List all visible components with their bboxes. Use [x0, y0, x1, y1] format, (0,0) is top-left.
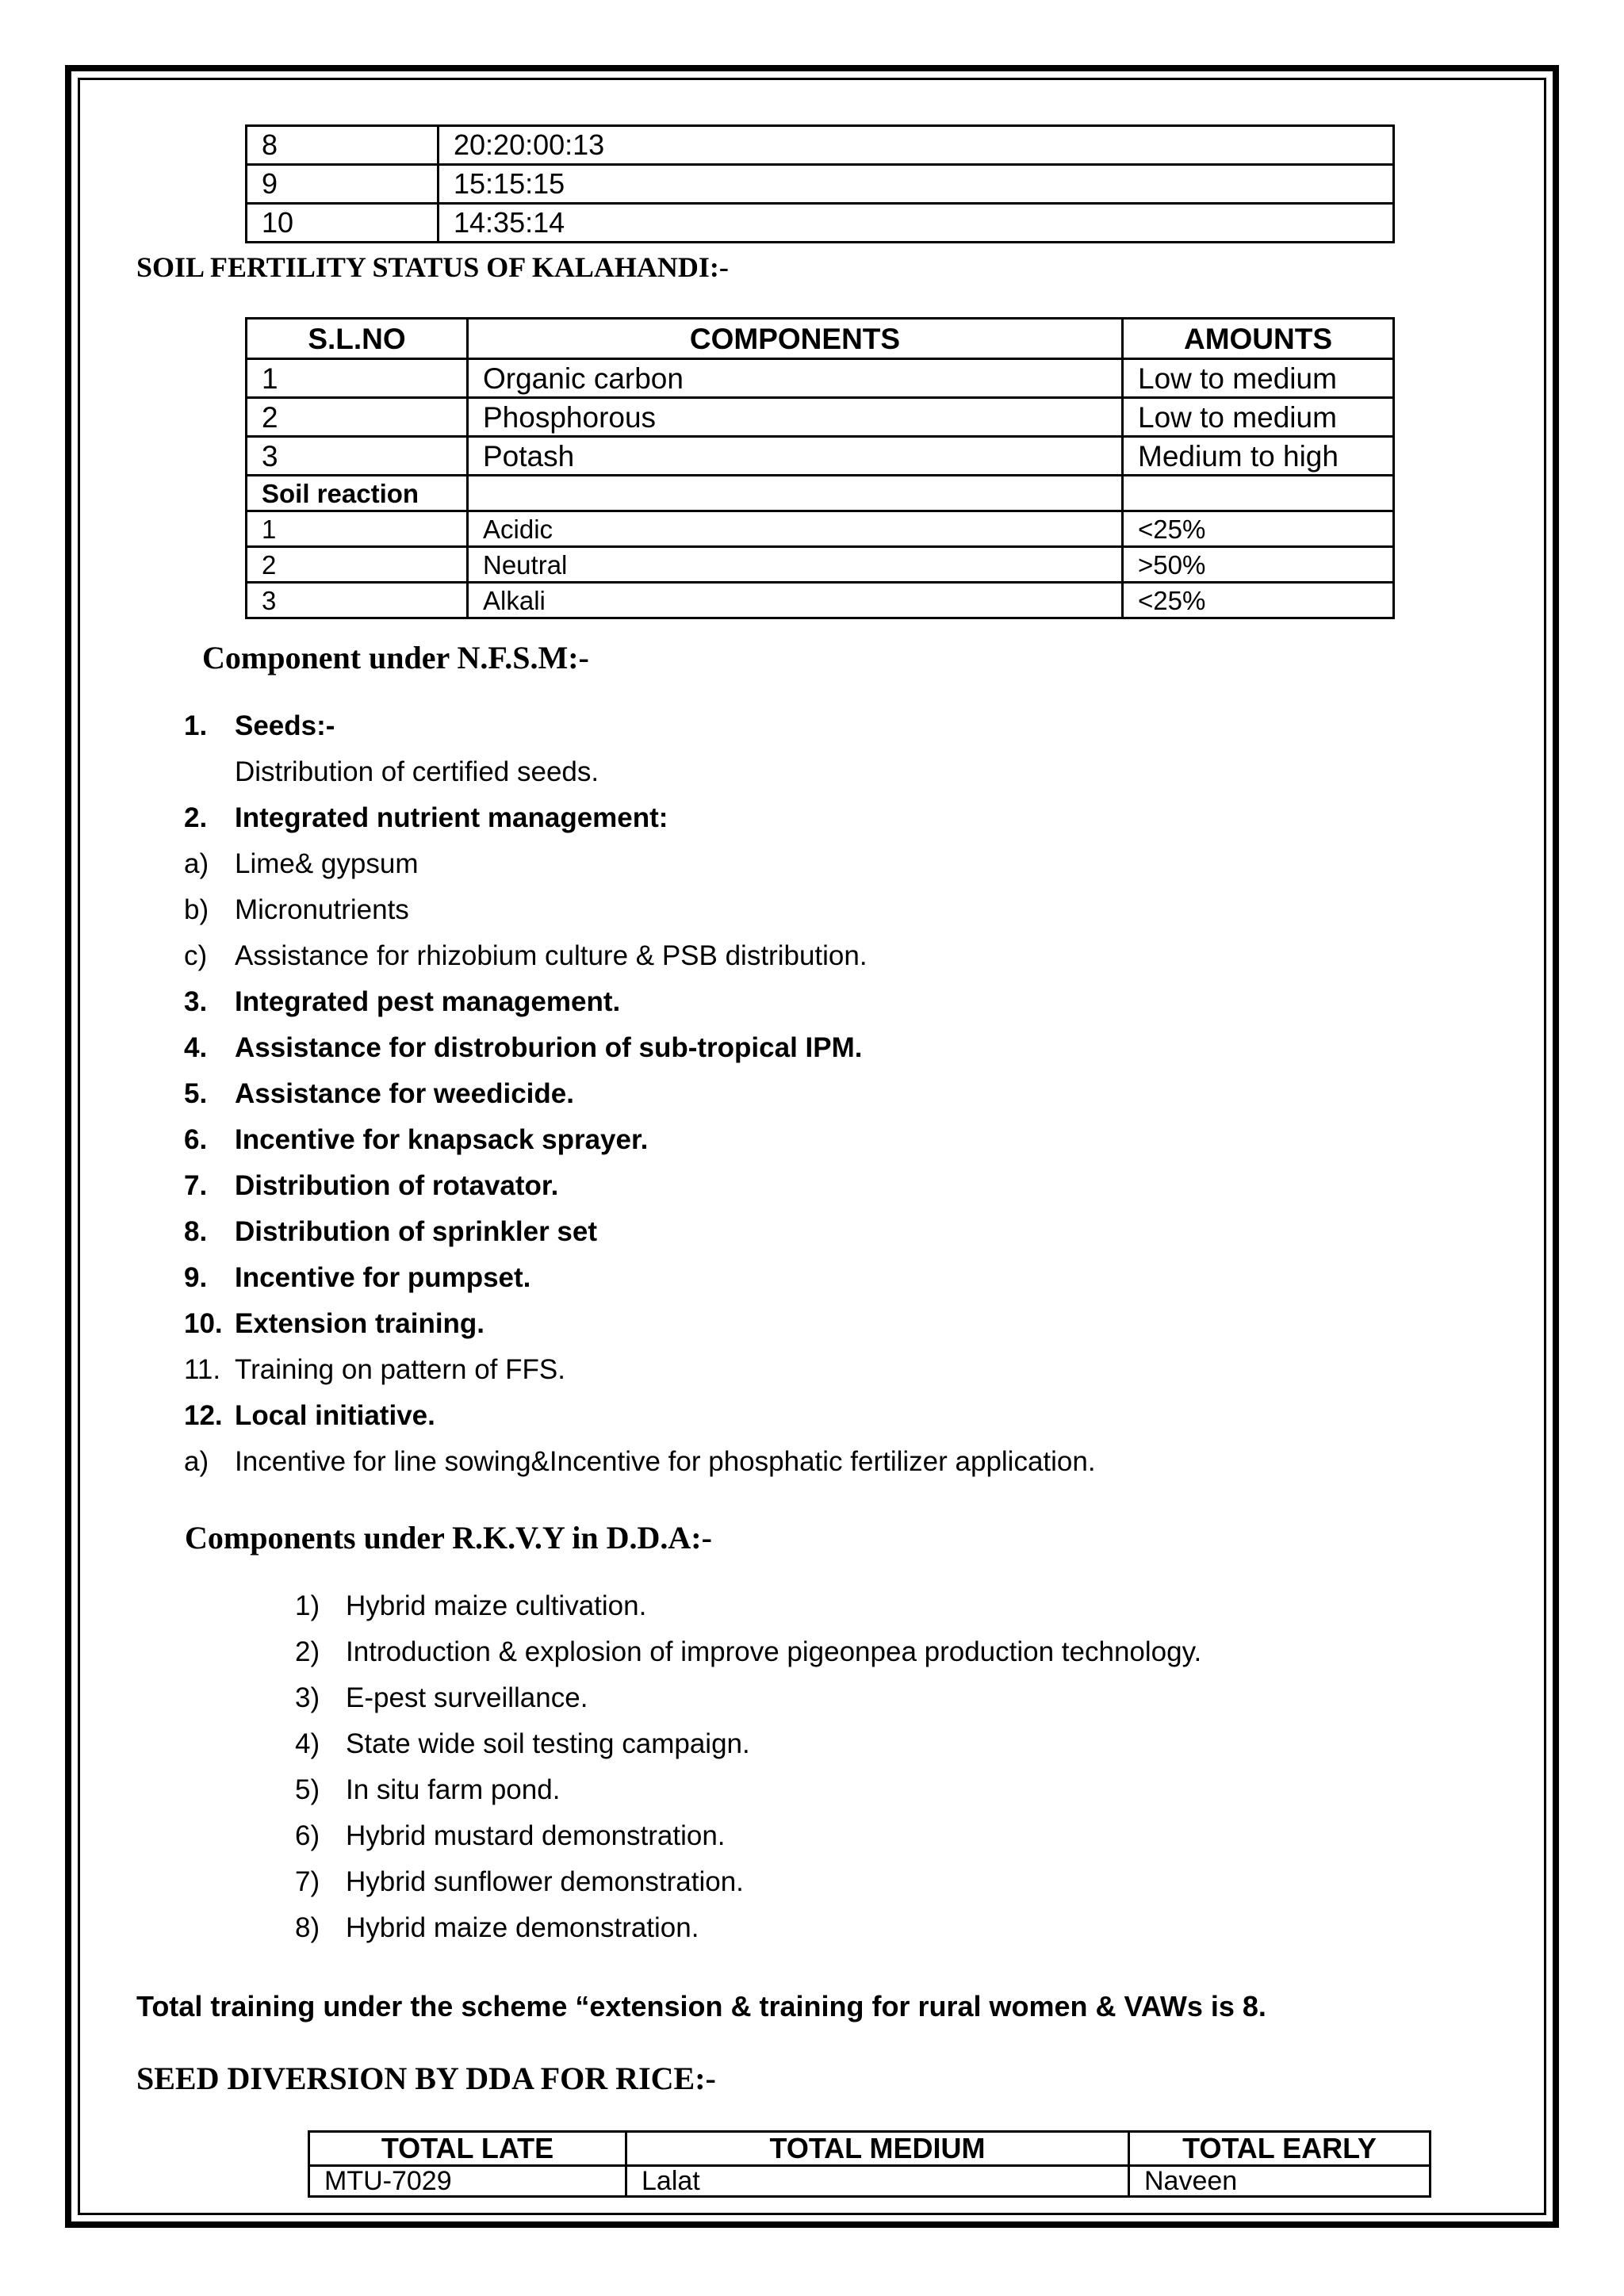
- cell-no: 2: [247, 398, 468, 437]
- list-text: Introduction & explosion of improve pigeonpea production technology.: [346, 1636, 1202, 1667]
- cell-no: 2: [247, 547, 468, 583]
- list-text: Hybrid mustard demonstration.: [346, 1820, 726, 1851]
- list-marker: 1.: [184, 710, 208, 741]
- list-marker: 7): [295, 1866, 320, 1897]
- header-sl-no: S.L.NO: [247, 319, 468, 359]
- list-text: Integrated pest management.: [235, 986, 621, 1017]
- header-amounts: AMOUNTS: [1123, 319, 1394, 359]
- cell-late-variety: MTU-7029: [309, 2166, 626, 2197]
- fertilizer-grade-table: [245, 124, 1395, 243]
- list-text: Assistance for distroburion of sub-tropical IPM.: [235, 1032, 863, 1063]
- list-marker: c): [184, 940, 208, 971]
- cell-empty: [1123, 476, 1394, 511]
- list-text: State wide soil testing campaign.: [346, 1728, 750, 1759]
- cell-no: 8: [247, 126, 439, 165]
- seed-diversion-table: [308, 2130, 1431, 2198]
- list-marker: 7.: [184, 1170, 208, 1201]
- cell-component: Potash: [468, 437, 1123, 476]
- header-total-medium: TOTAL MEDIUM: [626, 2132, 1129, 2166]
- list-text: In situ farm pond.: [346, 1774, 561, 1805]
- cell-amount: Low to medium: [1123, 359, 1394, 398]
- list-text: Seeds:-: [235, 710, 335, 741]
- list-marker: 5.: [184, 1078, 208, 1109]
- list-text: Assistance for rhizobium culture & PSB distribution.: [235, 940, 868, 971]
- list-marker: 12.: [184, 1400, 223, 1431]
- list-text: Integrated nutrient management:: [235, 802, 668, 833]
- table-row: [247, 398, 1394, 437]
- table-row-soil-reaction: [247, 476, 1394, 511]
- header-components: COMPONENTS: [468, 319, 1123, 359]
- list-text: Incentive for knapsack sprayer.: [235, 1124, 649, 1155]
- soil-fertility-table: [245, 317, 1395, 619]
- list-text: Incentive for pumpset.: [235, 1262, 531, 1293]
- table-row: [247, 165, 1394, 204]
- cell-no: 10: [247, 204, 439, 243]
- list-text: Distribution of certified seeds.: [235, 756, 599, 787]
- table-row: [247, 511, 1394, 547]
- cell-amount: Low to medium: [1123, 398, 1394, 437]
- cell-grade: 15:15:15: [439, 165, 1394, 204]
- seed-diversion-heading: SEED DIVERSION BY DDA FOR RICE:-: [136, 2061, 716, 2096]
- table-row: [247, 547, 1394, 583]
- cell-medium-variety: Lalat: [626, 2166, 1129, 2197]
- list-marker: 10.: [184, 1308, 223, 1339]
- list-marker: 8): [295, 1912, 320, 1943]
- table-row: [247, 204, 1394, 243]
- cell-grade: 14:35:14: [439, 204, 1394, 243]
- list-marker: b): [184, 894, 209, 925]
- list-marker: 1): [295, 1590, 320, 1621]
- list-text: Assistance for weedicide.: [235, 1078, 574, 1109]
- list-text: Distribution of rotavator.: [235, 1170, 559, 1201]
- cell-component: Neutral: [468, 547, 1123, 583]
- total-training-text: Total training under the scheme “extension & training for rural women & VAWs is 8.: [136, 1990, 1266, 2022]
- list-marker: 3): [295, 1682, 320, 1713]
- cell-component: Acidic: [468, 511, 1123, 547]
- list-text: Micronutrients: [235, 894, 409, 925]
- cell-no: 9: [247, 165, 439, 204]
- table-row: [247, 437, 1394, 476]
- table-header-row: [309, 2132, 1431, 2166]
- cell-amount: <25%: [1123, 511, 1394, 547]
- list-marker: 6): [295, 1820, 320, 1851]
- list-marker: 9.: [184, 1262, 208, 1293]
- cell-grade: 20:20:00:13: [439, 126, 1394, 165]
- soil-fertility-heading: SOIL FERTILITY STATUS OF KALAHANDI:-: [136, 251, 729, 283]
- header-total-early: TOTAL EARLY: [1129, 2132, 1431, 2166]
- cell-no: 3: [247, 437, 468, 476]
- table-row: [247, 126, 1394, 165]
- list-text: Hybrid maize demonstration.: [346, 1912, 699, 1943]
- list-text: Incentive for line sowing&Incentive for phosphatic fertilizer application.: [235, 1446, 1096, 1477]
- cell-early-variety: Naveen: [1129, 2166, 1431, 2197]
- cell-no: 1: [247, 511, 468, 547]
- cell-component: Phosphorous: [468, 398, 1123, 437]
- list-text: Extension training.: [235, 1308, 485, 1339]
- table-header-row: [247, 319, 1394, 359]
- header-total-late: TOTAL LATE: [309, 2132, 626, 2166]
- list-marker: 11.: [184, 1354, 221, 1385]
- table-row: [247, 359, 1394, 398]
- list-text: Hybrid sunflower demonstration.: [346, 1866, 744, 1897]
- list-marker: 2.: [184, 802, 208, 833]
- list-marker: 2): [295, 1636, 320, 1667]
- soil-reaction-label: Soil reaction: [247, 476, 468, 511]
- list-marker: 8.: [184, 1216, 208, 1247]
- cell-component: Organic carbon: [468, 359, 1123, 398]
- list-text: Lime& gypsum: [235, 848, 419, 879]
- rkvy-heading: Components under R.K.V.Y in D.D.A:-: [185, 1520, 712, 1556]
- cell-component: Alkali: [468, 583, 1123, 618]
- list-marker: 6.: [184, 1124, 208, 1155]
- cell-amount: <25%: [1123, 583, 1394, 618]
- list-text: Training on pattern of FFS.: [235, 1354, 565, 1385]
- list-text: E-pest surveillance.: [346, 1682, 588, 1713]
- cell-empty: [468, 476, 1123, 511]
- list-text: Local initiative.: [235, 1400, 435, 1431]
- nfsm-heading: Component under N.F.S.M:-: [202, 640, 589, 675]
- list-marker: 4.: [184, 1032, 208, 1063]
- cell-amount: Medium to high: [1123, 437, 1394, 476]
- list-marker: 3.: [184, 986, 208, 1017]
- table-row: [309, 2166, 1431, 2197]
- table-row: [247, 583, 1394, 618]
- cell-no: 3: [247, 583, 468, 618]
- list-text: Distribution of sprinkler set: [235, 1216, 597, 1247]
- list-marker: 4): [295, 1728, 320, 1759]
- cell-no: 1: [247, 359, 468, 398]
- cell-amount: >50%: [1123, 547, 1394, 583]
- list-marker: a): [184, 848, 209, 879]
- list-text: Hybrid maize cultivation.: [346, 1590, 647, 1621]
- list-marker: a): [184, 1446, 209, 1477]
- list-marker: 5): [295, 1774, 320, 1805]
